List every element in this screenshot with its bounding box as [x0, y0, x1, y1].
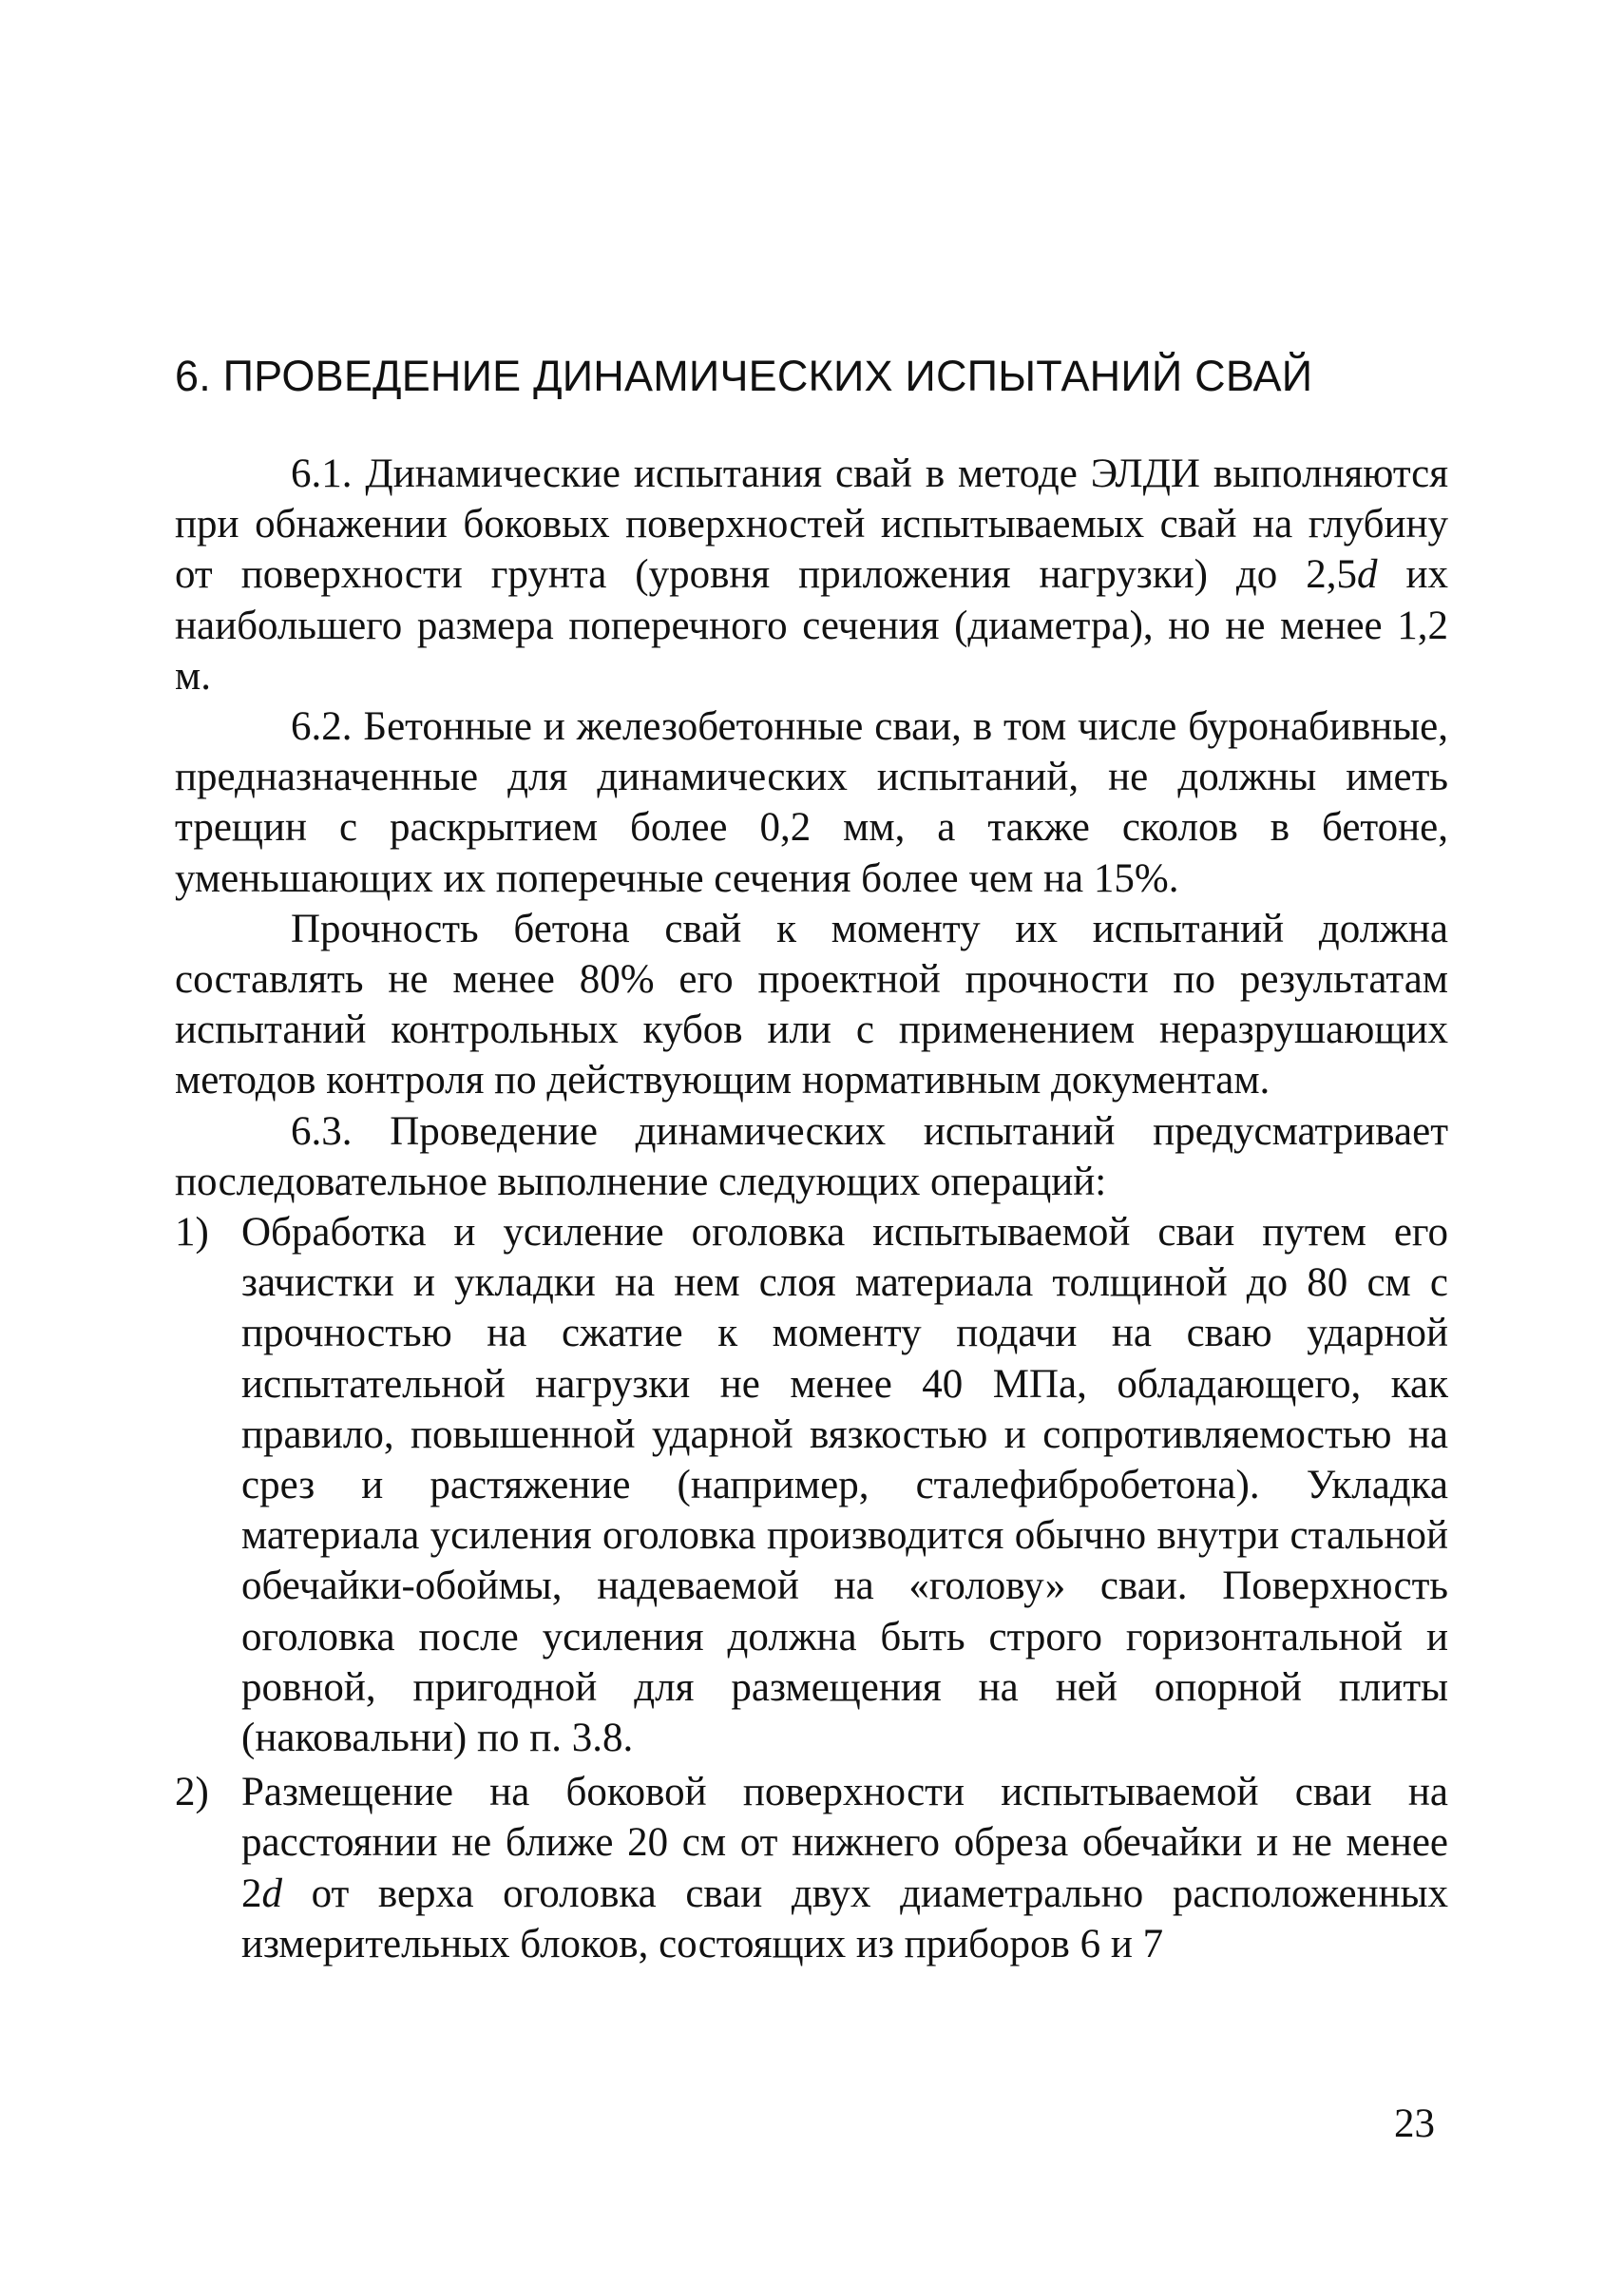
section-heading: 6. ПРОВЕДЕНИЕ ДИНАМИЧЕСКИХ ИСПЫТАНИЙ СВАЙ: [175, 352, 1313, 400]
page-number: 23: [1394, 2101, 1435, 2146]
operation-text-end: от верха оголовка сваи двух диаметрально расположенных измерительных блоков, состоящих из приборов 6 и 7: [241, 1871, 1448, 1966]
operation-item-1: [175, 1207, 1448, 1763]
operation-text: Обработка и усиление оголовка испытываемой сваи путем его зачистки и укладки на нем слоя материала толщиной до 80 см с прочностью на сжатие к моменту подачи на сваю ударной испытательной нагрузки не менее 40 МПа, обладающего, как правило, повышенной ударной вязкостью и сопротивляемостью на срез и растяжение (например, сталефибробетона). Укладка материала усиления оголовка производится обычно внутри стальной обечайки-обоймы, надеваемой на «голову» сваи. Поверхность оголовка после усиления должна быть строго горизонтальной и ровной, пригодной для размещения на ней опорной плиты (наковальни) по п. 3.8.: [241, 1210, 1448, 1761]
operation-number: 1): [175, 1210, 209, 1256]
paragraph-6-3: 6.3. Проведение динамических испытаний предусматривает последовательное выполнение следующих операций:: [175, 1108, 1448, 1204]
operation-number: 2): [175, 1770, 209, 1815]
paragraph-6-1: [175, 449, 1448, 701]
operation-text: [241, 1767, 1448, 1969]
operation-item-2: [175, 1767, 1448, 1969]
diameter-symbol: d: [1357, 552, 1378, 598]
paragraph-6-2: 6.2. Бетонные и железобетонные сваи, в том числе буронабивные, предназначенные для динамических испытаний, не должны иметь трещин с раскрытием более 0,2 мм, а также сколов в бетоне, уменьшающих их поперечные сечения более чем на 15%.: [175, 704, 1448, 901]
diameter-symbol: d: [261, 1871, 282, 1916]
paragraph-concrete-strength: Прочность бетона свай к моменту их испытаний должна составлять не менее 80% его проектной прочности по результатам испытаний контрольных кубов или с применением неразрушающих методов контроля по действующим нормативным документам.: [175, 906, 1448, 1103]
section-body: [175, 449, 1448, 1973]
operation-text-start: Размещение на боковой поверхности испытываемой сваи на расстоянии не ближе 20 см от нижнего обреза обечайки и не менее 2: [241, 1770, 1448, 1916]
paragraph-6-1-text-end: их наибольшего размера поперечного сечения (диаметра), но не менее 1,2 м.: [175, 552, 1449, 699]
paragraph-6-1-text: 6.1. Динамические испытания свай в методе ЭЛДИ выполняются при обнажении боковых поверхностей испытываемых свай на глубину от поверхности грунта (уровня приложения нагрузки) до 2,5: [175, 451, 1448, 598]
operations-list: [175, 1207, 1448, 1969]
